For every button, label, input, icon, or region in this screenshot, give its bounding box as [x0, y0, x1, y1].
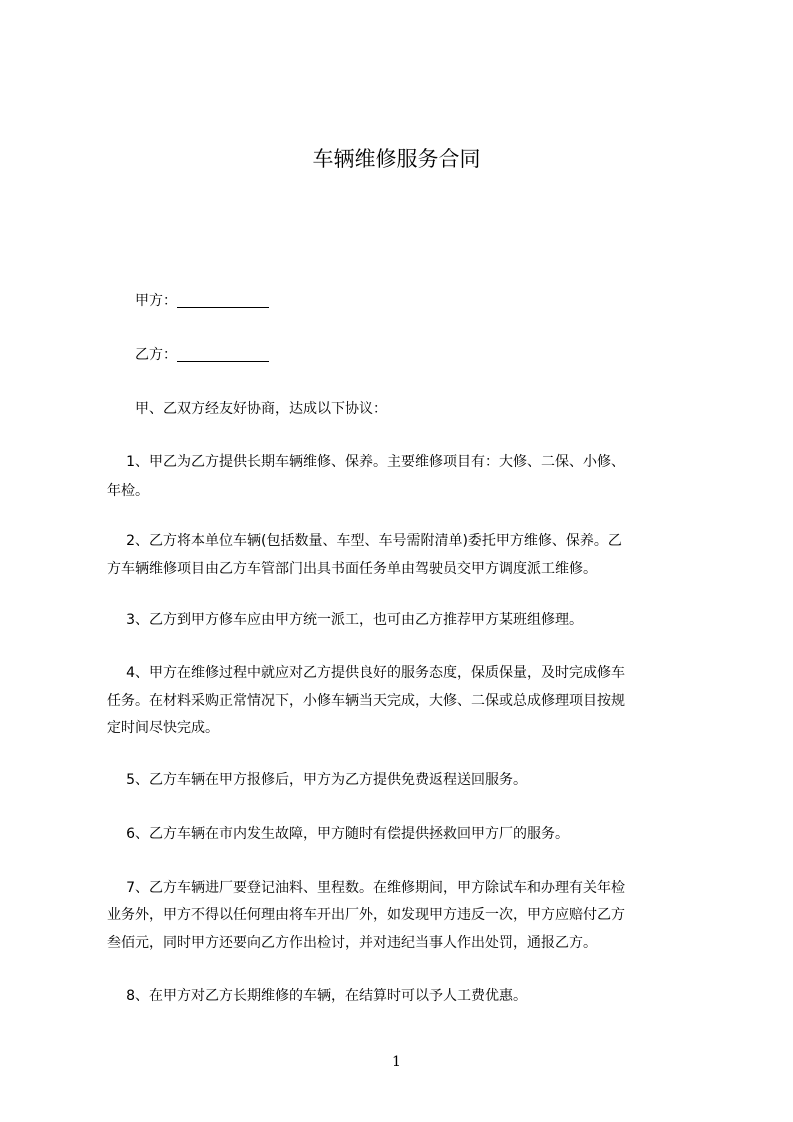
clause-4-line-3: 定时间尽快完成。	[107, 720, 219, 736]
clause-7-line-2: 业务外，甲方不得以任何理由将车开出厂外，如发现甲方违反一次，甲方应赔付乙方	[107, 907, 625, 923]
clause-7-line-3: 叁佰元，同时甲方还要向乙方作出检讨，并对违纪当事人作出处罚，通报乙方。	[107, 935, 597, 951]
party-b-label: 乙方：	[135, 347, 177, 363]
party-a-blank	[177, 293, 269, 308]
clause-number: 5	[126, 772, 135, 788]
clause-number: 2	[126, 533, 135, 549]
clause-2-line-2: 方车辆维修项目由乙方车管部门出具书面任务单由驾驶员交甲方调度派工维修。	[107, 561, 597, 577]
intro-text: 甲、乙双方经友好协商，达成以下协议：	[135, 401, 387, 417]
clause-1-line-2: 年检。	[107, 483, 149, 499]
clause-4-line-1: 4、甲方在维修过程中就应对乙方提供良好的服务态度，保质保量，及时完成修车	[107, 659, 707, 688]
page-number: 1	[392, 1054, 401, 1070]
clause-7-line-1: 7、乙方车辆进厂要登记油料、里程数。在维修期间，甲方除试车和办理有关年检	[107, 874, 707, 903]
clause-number: 3	[126, 612, 135, 628]
clause-1-line-1: 1、甲乙为乙方提供长期车辆维修、保养。主要维修项目有：大修、二保、小修、	[107, 448, 707, 477]
clause-4-line-2: 任务。在材料采购正常情况下，小修车辆当天完成，大修、二保或总成修理项目按规	[107, 693, 625, 709]
clause-number: 7	[126, 880, 135, 896]
clause-number: 4	[126, 665, 135, 681]
clause-6-line-1: 6、乙方车辆在市内发生故障，甲方随时有偿提供拯救回甲方厂的服务。	[107, 820, 707, 849]
party-b-blank	[177, 347, 269, 362]
clause-number: 6	[126, 826, 135, 842]
clause-number: 1	[126, 454, 135, 470]
clause-3-line-1: 3、乙方到甲方修车应由甲方统一派工，也可由乙方推荐甲方某班组修理。	[107, 606, 707, 635]
clause-5-line-1: 5、乙方车辆在甲方报修后，甲方为乙方提供免费返程送回服务。	[107, 766, 707, 795]
party-a-line	[135, 287, 735, 316]
clause-8-line-1: 8、在甲方对乙方长期维修的车辆，在结算时可以予人工费优惠。	[107, 982, 707, 1011]
party-b-line	[135, 341, 735, 370]
contract-title: 车辆维修服务合同	[312, 147, 481, 171]
party-a-label: 甲方：	[135, 293, 177, 309]
clause-number: 8	[126, 988, 135, 1004]
clause-2-line-1: 2、乙方将本单位车辆(包括数量、车型、车号需附清单)委托甲方维修、保养。乙	[107, 527, 707, 556]
